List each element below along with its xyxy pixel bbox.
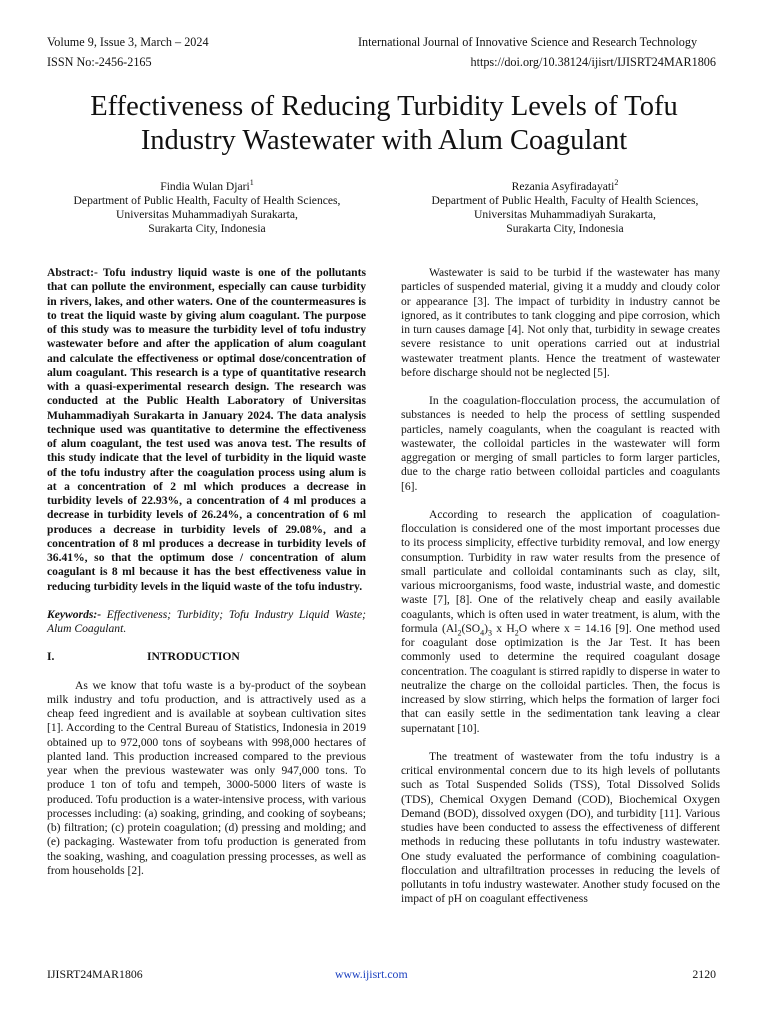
author-block-1 — [32, 180, 382, 236]
section-heading — [47, 650, 366, 664]
footer-website-link[interactable]: www.ijisrt.com — [335, 967, 408, 981]
author-affiliation-mark: 2 — [614, 178, 619, 188]
title-line-2: Industry Wastewater with Alum Coagulant — [140, 125, 628, 156]
author-department: Department of Public Health, Faculty of Health Sciences, — [431, 194, 699, 207]
paragraph-text: ) — [484, 621, 489, 635]
paragraph-text: According to research the application of coagulation-flocculation is considered one of the most important processes due to its process simplicity, effective turbidity removal, and low energy consumption. Turbidity in raw water results from the presence of small particulate and colloidal contaminants such as clay, silt, various microorganisms, food waste, industrial waste, and domestic waste [7], [8]. One of the relatively cheap and easily available coagulants, which is often used in water treatment, is alum, with the formula (Al — [401, 507, 720, 635]
doi-link[interactable]: https://doi.org/10.38124/ijisrt/IJISRT24MAR1806 — [470, 55, 716, 69]
journal-name: International Journal of Innovative Science and Research Technology — [358, 35, 698, 49]
keywords-text: Effectiveness; Turbidity; Tofu Industry Liquid Waste; Alum Coagulant. — [47, 607, 367, 635]
author-name-line — [390, 180, 740, 194]
body-paragraph-1: Wastewater is said to be turbid if the wastewater has many particles of suspended material, giving it a muddy and cloudy color or appearance [3]. The impact of turbidity in industry cannot be ignored, as it contributes to tank clogging and pipe corrosion, which in turn causes damage [4]. Not only that, turbidity in sewage creates severe resistance to unit operations carried out at industrial wastewater treatment plants. Hence the treatment of wastewater before discharge should not be neglected [5]. — [401, 266, 720, 379]
keywords-label: Keywords:- — [47, 607, 102, 621]
intro-paragraph: As we know that tofu waste is a by-product of the soybean milk industry and tofu production, and is attractively used as a cheap feed ingredient and is available at soybean cultivation sites [1]. According to the Central Bureau of Statistics, Indonesia in 2019 obtained up to 972,000 tons of soybeans with 998,000 hectares of planted land. This production increased compared to the previous year when the previous wastewater was only 947,000 tons. To produce 1 ton of tofu and tempeh, 3000-5000 liters of waste is produced. Tofu production is a water-intensive process, with various processes including: (a) soaking, grinding, and cooking of soybeans; (b) filtration; (c) protein coagulation; (d) pressing and molding; and (e) packaging. Wastewater from tofu production is generated from the soaking, washing, and coagulation pressing processes, as well as from households [2]. — [47, 678, 366, 877]
left-column — [47, 266, 366, 878]
right-column — [401, 266, 720, 907]
author-university: Universitas Muhammadiyah Surakarta, — [116, 208, 298, 221]
author-university: Universitas Muhammadiyah Surakarta, — [474, 208, 656, 221]
paragraph-text: O where x = 14.16 [9]. One method used for coagulant dose optimization is the Jar Test. It has been commonly used to determine the required coagulant dosage concentration. The coagulant is stirred rapidly to disperse in water to neutralize the charge on the colloidal particles. Then, the focus is increased by slow stirring, which helps the formation of larger foci that can easily settle in the sedimentation tank leaving a clear supernatant [10]. — [401, 621, 720, 735]
paragraph-text: (SO — [461, 621, 481, 635]
author-name: Rezania Asyfiradayati — [511, 180, 615, 193]
section-number: I. — [47, 650, 55, 664]
abstract: Abstract:- Tofu industry liquid waste is one of the pollutants that can pollute the environment, especially can cause turbidity in rivers, lakes, and other waters. One of the countermeasures is to treat the liquid waste by giving alum coagulant. The purpose of this study was to measure the turbidity level of tofu industry wastewater before and after the application of alum coagulant and calculate the effectiveness or optimal dose/concentration of alum coagulant. This research is a type of quantitative research with a quasi-experimental research design. The research was conducted at the Public Health Laboratory of Universitas Muhammadiyah Surakarta in January 2024. The data analysis technique used was quantitative to determine the effectiveness of alum coagulant, the test used was anova test. The results of this study indicate that the level of turbidity in the liquid waste of the tofu industry after the coagulation process using alum is at a concentration of 2 ml which produces a decrease in turbidity levels of 22.93%, a concentration of 4 ml produces a decrease in turbidity levels of 26.24%, a concentration of 6 ml produces a decrease in turbidity levels of 29.08%, and a concentration of 8 ml produces a decrease in turbidity levels of 36.41%, so that the optimum dose / concentration of alum coagulant is 8 ml because it has the best effectiveness value in reducing turbidity levels in the liquid waste of the tofu industry. — [47, 266, 366, 593]
footer-page-number: 2120 — [692, 967, 716, 981]
paragraph-text: x H — [492, 621, 515, 635]
author-city: Surakarta City, Indonesia — [148, 222, 266, 235]
section-title: INTRODUCTION — [147, 650, 240, 664]
formula-subscript: 3 — [488, 628, 493, 638]
body-paragraph-4: The treatment of wastewater from the tofu industry is a critical environmental concern due to its high levels of pollutants such as Total Suspended Solids (TSS), Total Dissolved Solids (TDS), Chemical Oxygen Demand (COD), Biochemical Oxygen Demand (BOD), dissolved oxygen (DO), and turbidity [11]. Various studies have been conducted to assess the effectiveness of different methods in reducing these pollutants in tofu industry wastewater. One study evaluated the performance of combining coagulation-flocculation and ultrafiltration processes in reducing the levels of pollutants in tofu industry wastewater. Another study focused on the impact of pH on coagulant effectiveness — [401, 749, 720, 906]
keywords — [47, 608, 366, 637]
volume-issue: Volume 9, Issue 3, March – 2024 — [47, 35, 209, 49]
author-affiliation-mark: 1 — [249, 178, 254, 188]
formula-subscript: 4 — [480, 628, 485, 638]
author-city: Surakarta City, Indonesia — [506, 222, 624, 235]
formula-subscript: 2 — [514, 628, 519, 638]
footer-paper-id: IJISRT24MAR1806 — [47, 967, 143, 981]
formula-subscript: 2 — [457, 628, 462, 638]
paper-title — [20, 90, 748, 158]
author-name-line — [32, 180, 382, 194]
author-department: Department of Public Health, Faculty of Health Sciences, — [73, 194, 341, 207]
issn: ISSN No:-2456-2165 — [47, 55, 152, 69]
title-line-1: Effectiveness of Reducing Turbidity Levels of Tofu — [90, 91, 678, 122]
body-paragraph-3 — [401, 508, 720, 736]
author-name: Findia Wulan Djari — [160, 180, 250, 193]
body-paragraph-2: In the coagulation-flocculation process, the accumulation of substances is needed to help the process of settling suspended particles, namely coagulants, when the coagulant is reacted with wastewater, the colloidal particles in the wastewater will form aggregation or merging of small particles to form larger particles, due to the charge ratio between colloidal particles and coagulants [6]. — [401, 394, 720, 493]
author-block-2 — [390, 180, 740, 236]
